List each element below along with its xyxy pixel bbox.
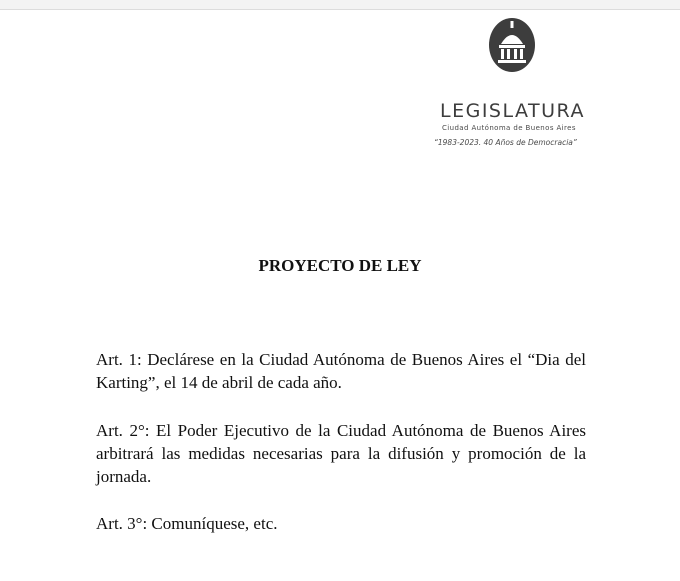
institution-motto: “1983-2023. 40 Años de Democracia” <box>434 138 577 147</box>
window-top-bar <box>0 0 680 10</box>
article-1: Art. 1: Declárese en la Ciudad Autónoma de Buenos Aires el “Dia del Karting”, el 14 de abril de cada año. <box>96 350 586 392</box>
article-3: Art. 3°: Comuníquese, etc. <box>96 514 278 533</box>
document-title: PROYECTO DE LEY <box>258 256 422 275</box>
article-2: Art. 2°: El Poder Ejecutivo de la Ciudad Autónoma de Buenos Aires arbitrará las medidas necesarias para la difusión y promoción de la jornada. <box>96 421 586 486</box>
letterhead <box>420 16 600 147</box>
institution-subtitle: Ciudad Autónoma de Buenos Aires <box>442 124 576 132</box>
institution-name: LEGISLATURA <box>440 100 585 122</box>
legislature-dome-icon <box>487 16 537 74</box>
